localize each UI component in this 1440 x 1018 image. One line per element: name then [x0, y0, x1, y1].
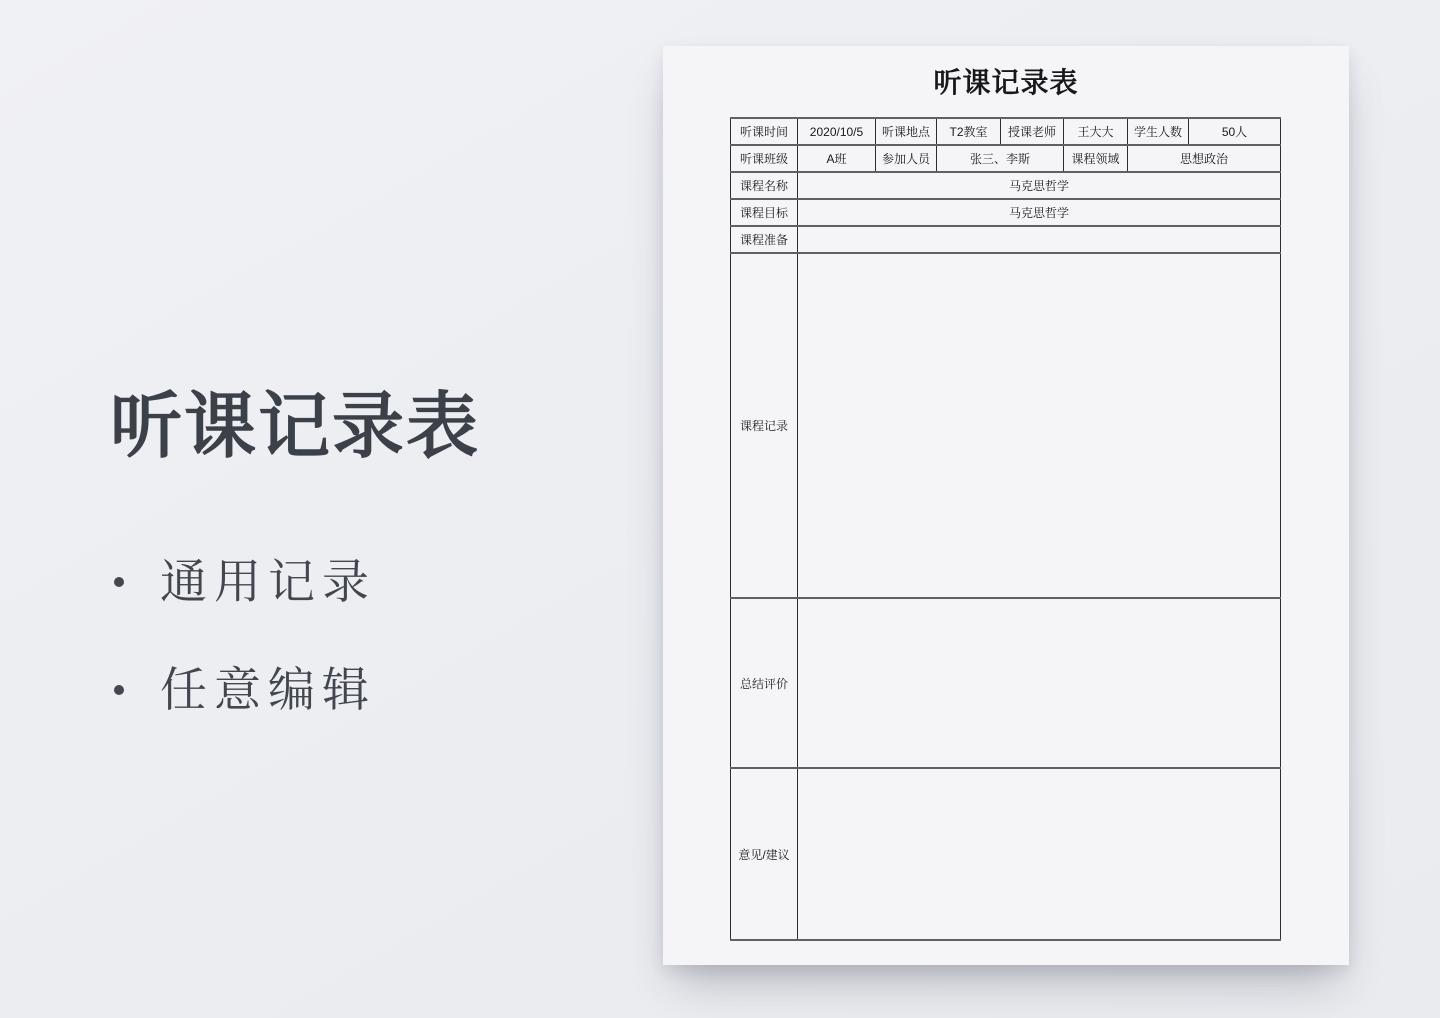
table-row	[731, 598, 1281, 768]
table-row	[731, 226, 1281, 253]
table-row	[731, 253, 1281, 598]
class-label: 听课班级	[731, 145, 798, 172]
observation-time-value[interactable]: 2020/10/5	[798, 118, 876, 145]
opinion-suggestion-value[interactable]	[798, 768, 1281, 940]
location-label: 听课地点	[876, 118, 937, 145]
promo-bullet-free-edit	[114, 658, 376, 722]
location-value[interactable]: T2教室	[937, 118, 1001, 145]
course-goal-value[interactable]: 马克思哲学	[798, 199, 1281, 226]
table-row	[731, 199, 1281, 226]
document-title: 听课记录表	[933, 67, 1079, 98]
observation-record-table	[730, 117, 1281, 941]
promo-title: 听课记录表	[110, 387, 481, 467]
student-count-label: 学生人数	[1128, 118, 1189, 145]
participants-label: 参加人员	[876, 145, 937, 172]
course-preparation-value[interactable]	[798, 226, 1281, 253]
course-name-label: 课程名称	[731, 172, 798, 199]
course-record-value[interactable]	[798, 253, 1281, 598]
table-row	[731, 118, 1281, 145]
summary-evaluation-label: 总结评价	[731, 598, 798, 768]
student-count-value[interactable]: 50人	[1189, 118, 1281, 145]
course-name-value[interactable]: 马克思哲学	[798, 172, 1281, 199]
table-row	[731, 768, 1281, 940]
participants-value[interactable]: 张三、李斯	[937, 145, 1064, 172]
course-preparation-label: 课程准备	[731, 226, 798, 253]
teacher-value[interactable]: 王大大	[1064, 118, 1128, 145]
summary-evaluation-value[interactable]	[798, 598, 1281, 768]
class-value[interactable]: A班	[798, 145, 876, 172]
course-record-label: 课程记录	[731, 253, 798, 598]
table-row	[731, 172, 1281, 199]
promo-bullet-label: 通用记录	[160, 555, 376, 608]
course-field-label: 课程领域	[1064, 145, 1128, 172]
promo-bullet-label: 任意编辑	[160, 663, 376, 716]
course-field-value[interactable]: 思想政治	[1128, 145, 1281, 172]
table-row	[731, 145, 1281, 172]
bullet-dot-icon	[114, 685, 124, 695]
observation-time-label: 听课时间	[731, 118, 798, 145]
promo-bullet-general-record	[114, 550, 376, 614]
teacher-label: 授课老师	[1001, 118, 1064, 145]
course-goal-label: 课程目标	[731, 199, 798, 226]
bullet-dot-icon	[114, 577, 124, 587]
document-page	[663, 46, 1349, 965]
opinion-suggestion-label: 意见/建议	[731, 768, 798, 940]
